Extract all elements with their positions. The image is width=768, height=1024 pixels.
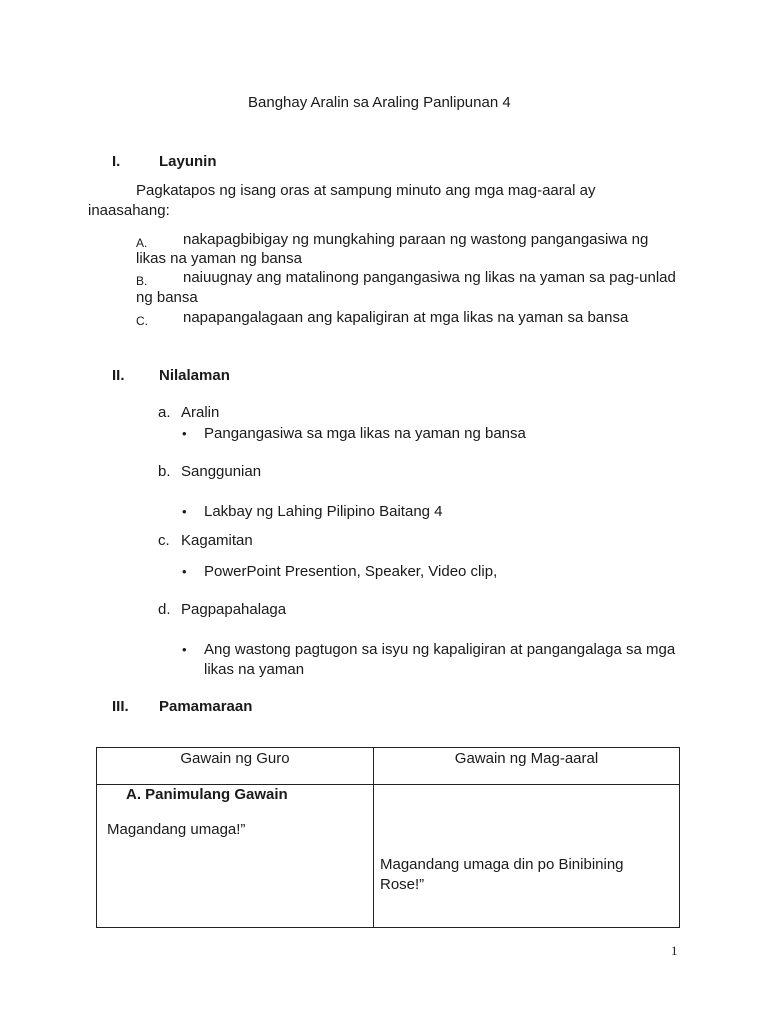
objective-b-line2: ng bansa [136,289,198,306]
section-numeral-3: III. [112,698,129,715]
header-gawain-ng-guro: Gawain ng Guro [180,750,290,767]
item-label-a: a. [158,404,171,421]
objective-a-line1: nakapagbibigay ng mungkahing paraan ng wastong pangangasiwa ng [183,231,649,248]
header-gawain-ng-mag-aaral: Gawain ng Mag-aaral [454,750,599,767]
table-header-cell [97,748,374,785]
pamamaraan-table [96,747,680,928]
student-cell [374,785,680,928]
item-title-kagamitan: Kagamitan [181,532,253,549]
bullet-icon: • [182,504,187,519]
item-label-c: c. [158,532,170,549]
section-numeral-2: II. [112,367,125,384]
item-title-aralin: Aralin [181,404,220,421]
page-number: 1 [671,943,678,958]
bullet-icon: • [182,642,187,657]
objective-letter-a: A. [136,236,148,250]
intro-text-line1: Pagkatapos ng isang oras at sampung minuto ang mga mag-aaral ay [136,182,596,199]
teacher-cell [97,785,374,928]
section-heading-nilalaman: Nilalaman [159,367,230,384]
table-subheading: A. Panimulang Gawain [126,786,288,803]
item-bullet-pagpapahalaga-line1: Ang wastong pagtugon sa isyu ng kapaligiran at pangangalaga sa mga [204,641,676,658]
objective-letter-b: B. [136,274,148,288]
item-bullet-kagamitan: PowerPoint Presention, Speaker, Video clip, [204,563,498,580]
item-bullet-pagpapahalaga-line2: likas na yaman [204,661,305,678]
item-label-d: d. [158,601,171,618]
table-header-row [97,748,680,785]
student-greeting-line1: Magandang umaga din po Binibining [380,856,624,873]
bullet-icon: • [182,426,187,441]
objective-letter-c: C. [136,314,148,328]
item-bullet-sanggunian: Lakbay ng Lahing Pilipino Baitang 4 [204,503,443,520]
table-row [97,785,680,928]
section-numeral-1: I. [112,153,121,170]
objective-c-line1: napapangalagaan ang kapaligiran at mga likas na yaman sa bansa [183,309,629,326]
intro-text-line2: inaasahang: [88,202,170,219]
document-title: Banghay Aralin sa Araling Panlipunan 4 [248,94,511,111]
student-greeting-line2: Rose!” [380,876,425,893]
teacher-greeting: Magandang umaga!” [107,821,246,838]
item-title-pagpapahalaga: Pagpapahalaga [181,601,287,618]
section-heading-layunin: Layunin [159,153,217,170]
table-header-cell [374,748,680,785]
objective-a-line2: likas na yaman ng bansa [136,250,302,267]
item-bullet-aralin: Pangangasiwa sa mga likas na yaman ng bansa [204,425,526,442]
item-label-b: b. [158,463,171,480]
item-title-sanggunian: Sanggunian [181,463,262,480]
objective-b-line1: naiuugnay ang matalinong pangangasiwa ng likas na yaman sa pag-unlad [183,269,676,286]
section-heading-pamamaraan: Pamamaraan [159,698,253,715]
bullet-icon: • [182,564,187,579]
